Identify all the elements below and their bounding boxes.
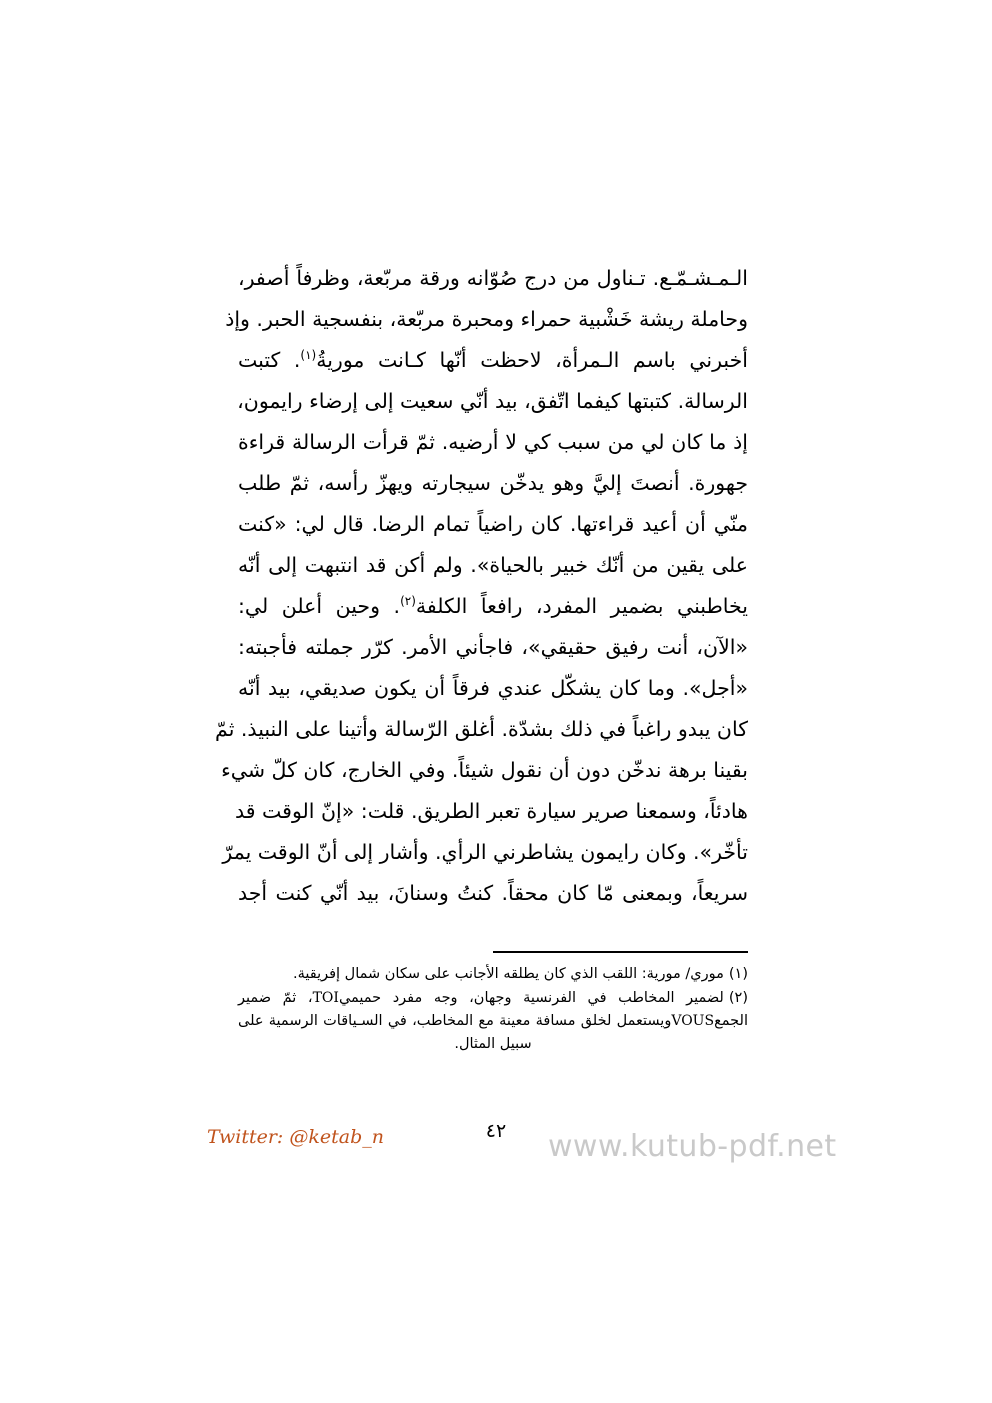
- body-text-column: [215, 258, 748, 914]
- footnote-text: موري/ مورية: اللقب الذي كان يطلقه الأجانب على سكان شمال إفريقية.: [292, 966, 724, 982]
- body-line: تأخّر». وكان رايمون يشاطرني الرأي. وأشار إلى أنّ الوقت يمرّ: [222, 840, 748, 864]
- body-line: بقينا برهة ندخّن دون أن نقول شيئاً. وفي الخارج، كان كلّ شيء: [221, 758, 748, 782]
- body-line-text-tail: . وحين أعلن لي:: [238, 594, 401, 618]
- footnote-item: [238, 963, 748, 986]
- body-line-text: أخبرني باسم الـمرأة، لاحظت أنّها كـانت موريةُ: [316, 348, 748, 372]
- body-line: جهورة. أنصتَ إليَّ وهو يدخّن سيجارته ويهزّ رأسه، ثمّ طلب: [238, 471, 748, 495]
- footnote-text-part-2: ، ثمّ ضمير الجمع: [238, 990, 748, 1029]
- footnote-marker: (٢): [728, 990, 748, 1006]
- body-line: الـمـشـمّـع. تـناول من درج صُوّانه ورقة مربّعة، وظرفاً أصفر،: [238, 266, 748, 290]
- body-line: إذ ما كان لي من سبب كي لا أرضيه. ثمّ قرأت الرسالة قراءة: [238, 430, 748, 454]
- footnote-ref-1: (١): [300, 348, 317, 363]
- page-number: ٤٢: [485, 1120, 507, 1142]
- body-line-text-tail: . كتبت: [238, 348, 301, 372]
- body-line: كان يبدو راغباً في ذلك بشدّة. أغلق الرّسالة وأتينا على النبيذ. ثمّ: [215, 717, 748, 741]
- footnote-marker: (١): [728, 966, 748, 982]
- footnote-separator-rule: [493, 951, 748, 953]
- footnote-text-part-1: لضمير المخاطب في الفرنسية وجهان، وجه مفرد حميمي: [338, 990, 724, 1006]
- site-watermark: www.kutub-pdf.net: [548, 1129, 837, 1164]
- body-line-with-footnote-ref: [238, 340, 748, 381]
- body-line: «أجل». وما كان يشكّل عندي فرقاً أن يكون صديقي، بيد أنّه: [238, 676, 748, 700]
- footnote-latin-vous: VOUS: [671, 1013, 715, 1029]
- footnote-ref-2: (٢): [400, 594, 416, 609]
- body-line-with-footnote-ref: [238, 586, 748, 627]
- body-line-text: يخاطبني بضمير المفرد، رافعاً الكلفة: [415, 594, 748, 618]
- twitter-handle-stamp: Twitter: @ketab_n: [207, 1126, 384, 1148]
- body-line: وحاملة ريشة خَشْبية حمراء ومحبرة مربّعة، بنفسجية الحبر. وإذ: [225, 307, 748, 331]
- body-line: منّي أن أعيد قراءتها. كان راضياً تمام الرضا. قال لي: «كنت: [238, 512, 748, 536]
- body-line: الرسالة. كتبتها كيفما اتّفق، بيد أنّي سعيت إلى إرضاء رايمون،: [237, 389, 748, 413]
- footnote-item: [238, 987, 748, 1056]
- footnotes-section: [238, 963, 748, 1057]
- body-line: «الآن، أنت رفيق حقيقي»، فاجأني الأمر. كرّر جملته فأجبته:: [238, 635, 748, 659]
- body-line: هادئاً، وسمعنا صرير سيارة تعبر الطريق. قلت: «إنّ الوقت قد: [234, 799, 748, 823]
- body-line: سريعاً، وبمعنى مّا كان محقاً. كنتُ وسنانَ، بيد أنّي كنت أجد: [238, 881, 748, 905]
- body-line: على يقين من أنّك خبير بالحياة». ولم أكن قد انتبهت إلى أنّه: [238, 553, 748, 577]
- footnote-latin-toi: TOI: [312, 990, 339, 1006]
- footnote-text-part-3: ويستعمل لخلق مسافة معينة مع المخاطب، في السـياقات الرسمية على سبيل المثال.: [238, 1013, 672, 1052]
